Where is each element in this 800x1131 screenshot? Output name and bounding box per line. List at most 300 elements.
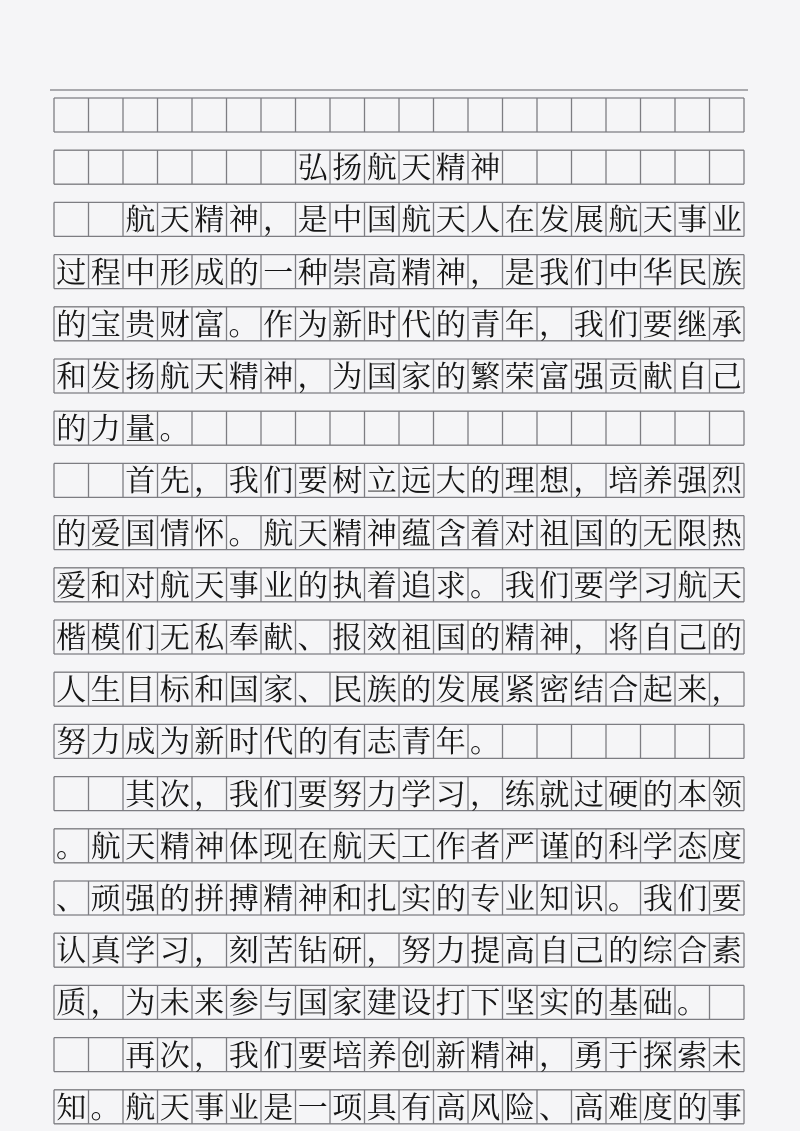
grid-cell: 神	[539, 621, 570, 656]
grid-cell: 和	[332, 882, 363, 917]
grid-cell: 高	[504, 934, 535, 970]
grid-cell: 承	[711, 307, 742, 343]
grid-cell: 过	[56, 255, 87, 291]
grid-cell: 展	[470, 673, 501, 709]
grid-cell: 荣	[504, 360, 535, 395]
text-line	[54, 829, 744, 863]
grid-cell: 国	[366, 203, 397, 239]
grid-cell: 我	[573, 307, 604, 343]
grid-cell	[192, 150, 227, 184]
grid-cell: 一	[263, 255, 294, 291]
grid-cell: 弘	[297, 151, 328, 187]
grid-cell: 为	[159, 725, 190, 761]
text-line	[54, 620, 744, 654]
grid-cell: 成	[194, 255, 225, 291]
grid-cell: ，	[194, 1038, 224, 1074]
grid-cell: 学	[125, 934, 156, 970]
grid-cell: 种	[297, 255, 328, 291]
grid-cell: 创	[401, 1038, 432, 1074]
text-line	[54, 881, 744, 915]
grid-cell: 献	[642, 360, 673, 395]
grid-cell: 紧	[504, 673, 535, 709]
grid-cell: 质	[56, 986, 87, 1022]
grid-cell: 族	[711, 255, 742, 291]
grid-cell: 业	[263, 568, 294, 604]
grid-cell: 是	[263, 1090, 294, 1126]
grid-cell: 结	[573, 673, 604, 709]
grid-cell: 年	[504, 307, 535, 343]
grid-cell	[365, 411, 400, 445]
text-line	[54, 672, 744, 709]
grid-cell: 参	[228, 986, 259, 1022]
grid-cell: 先	[159, 464, 190, 500]
grid-cell: 的	[159, 882, 190, 917]
grid-cell: ，	[539, 1038, 569, 1074]
grid-cell: 天	[125, 829, 156, 865]
grid-cell: 习	[435, 777, 466, 813]
grid-cell: 们	[573, 255, 604, 291]
grid-cell: 的	[470, 621, 501, 656]
grid-cell: 神	[263, 360, 294, 395]
grid-cell	[158, 98, 193, 132]
grid-cell: 。	[56, 829, 86, 865]
grid-cell: 祖	[539, 516, 570, 552]
grid-cell: 们	[677, 882, 708, 917]
grid-cell: 对	[125, 568, 156, 604]
grid-cell: 航	[263, 516, 294, 552]
grid-cell: 热	[711, 516, 742, 552]
grid-cell: 。	[470, 568, 500, 604]
grid-cell: ，	[366, 934, 397, 970]
grid-cell: 险	[504, 1090, 535, 1126]
grid-cell: 新	[435, 1038, 466, 1074]
grid-cell	[192, 98, 227, 132]
grid-cell: 高	[366, 255, 397, 291]
grid-cell	[606, 98, 641, 132]
grid-cell: 态	[677, 829, 708, 865]
grid-cell: 、	[297, 621, 328, 656]
grid-cell: ，	[573, 464, 604, 500]
grid-cell: 来	[677, 673, 708, 709]
grid-cell: 航	[608, 203, 639, 239]
grid-cell	[434, 98, 469, 132]
grid-cell: 神	[194, 829, 225, 865]
grid-cell	[54, 98, 89, 132]
grid-cell: 我	[228, 777, 259, 813]
grid-cell: 坚	[504, 986, 535, 1022]
text-line	[54, 255, 744, 289]
grid-cell: 的	[297, 725, 328, 761]
grid-cell: 楷	[56, 621, 87, 656]
grid-cell: 一	[297, 1090, 328, 1126]
grid-cell	[641, 98, 676, 132]
grid-cell: 己	[711, 360, 742, 395]
grid-cell: 含	[435, 516, 466, 552]
grid-cell: 展	[573, 203, 604, 239]
grid-cell: 航	[125, 1090, 156, 1126]
grid-cell	[572, 150, 607, 184]
grid-cell: 无	[159, 621, 190, 656]
grid-cell: 天	[159, 1090, 190, 1126]
grid-cell: 我	[642, 882, 673, 917]
grid-cell: 作	[263, 307, 294, 343]
grid-cell: 本	[677, 777, 708, 813]
grid-cell: 打	[435, 986, 466, 1022]
grid-cell: 努	[332, 777, 363, 813]
grid-cell: 我	[504, 568, 535, 604]
grid-cell	[123, 98, 158, 132]
grid-cell: 神	[297, 882, 328, 917]
grid-cell: 设	[401, 986, 432, 1022]
grid-cell: 财	[159, 307, 190, 343]
grid-cell	[261, 411, 296, 445]
grid-cell: 航	[159, 568, 190, 604]
grid-cell: 精	[470, 1038, 501, 1074]
grid-cell: 贵	[125, 307, 156, 343]
grid-cell: 真	[90, 934, 121, 970]
grid-cell: 的	[642, 777, 673, 813]
grid-cell: 就	[539, 777, 570, 813]
grid-cell: 业	[711, 203, 742, 239]
grid-cell: 的	[401, 673, 432, 709]
grid-cell: 量	[125, 412, 156, 448]
grid-cell: 精	[504, 621, 535, 656]
grid-cell: 提	[470, 934, 501, 970]
grid-cell	[675, 411, 710, 445]
grid-cell: 搏	[228, 882, 259, 917]
text-line	[54, 1090, 744, 1124]
grid-cell: 神	[366, 516, 397, 552]
grid-cell: 天	[642, 203, 673, 239]
grid-cell: 。	[470, 725, 500, 761]
grid-cell: 研	[332, 934, 363, 970]
grid-cell	[54, 150, 89, 184]
grid-cell: 有	[401, 1090, 432, 1126]
grid-cell: 力	[435, 934, 466, 970]
grid-cell: 知	[56, 1090, 87, 1126]
grid-cell: 无	[642, 516, 673, 552]
grid-cell	[227, 411, 262, 445]
grid-cell: 将	[608, 621, 639, 656]
grid-cell: 习	[642, 568, 673, 604]
text-line	[54, 985, 744, 1022]
grid-cell: 着	[470, 516, 501, 552]
grid-cell: 硬	[608, 777, 639, 813]
grid-cell: 们	[125, 621, 156, 656]
grid-cell: 要	[711, 882, 742, 917]
grid-cell: 风	[470, 1090, 501, 1126]
grid-cell: 其	[125, 777, 156, 813]
grid-cell: 航	[677, 568, 708, 604]
grid-cell: 国	[435, 621, 466, 656]
grid-cell: 神	[435, 255, 466, 291]
grid-cell	[227, 98, 262, 132]
grid-cell	[710, 985, 745, 1019]
grid-cell: 私	[194, 621, 225, 656]
grid-cell	[641, 411, 676, 445]
grid-cell: 未	[711, 1038, 742, 1074]
text-line	[54, 98, 744, 132]
grid-cell	[330, 411, 365, 445]
grid-cell: 专	[470, 882, 501, 917]
grid-cell: 努	[401, 934, 432, 970]
grid-cell: 国	[297, 986, 328, 1022]
grid-cell	[503, 724, 538, 758]
grid-cell: 建	[366, 986, 397, 1022]
grid-cell: 报	[332, 621, 363, 656]
grid-cell: 刻	[228, 934, 259, 970]
text-line	[54, 411, 744, 448]
grid-cell: 的	[470, 464, 501, 500]
grid-cell: 下	[470, 986, 501, 1022]
grid-cell: 神	[228, 203, 259, 239]
grid-cell: ，	[539, 307, 569, 343]
grid-cell: 执	[332, 568, 363, 604]
grid-cell	[192, 411, 227, 445]
grid-cell	[710, 98, 745, 132]
grid-cell	[123, 150, 158, 184]
grid-cell: 的	[56, 412, 87, 448]
grid-cell: 养	[366, 1038, 397, 1074]
grid-cell: 繁	[470, 360, 501, 395]
grid-cell: 和	[90, 568, 121, 604]
grid-cell: 航	[332, 829, 363, 865]
grid-cell: 和	[56, 360, 87, 395]
grid-cell: 学	[608, 568, 639, 604]
grid-cell: 情	[159, 516, 190, 552]
grid-cell	[89, 1038, 124, 1072]
grid-cell: 学	[401, 777, 432, 813]
grid-cell	[572, 411, 607, 445]
grid-cell: 天	[194, 568, 225, 604]
grid-cell: 追	[401, 568, 432, 604]
grid-cell: 模	[90, 621, 121, 656]
grid-cell: 认	[56, 934, 87, 970]
grid-cell: 们	[263, 1038, 294, 1074]
grid-cell: 难	[608, 1090, 639, 1126]
grid-cell: 对	[504, 516, 535, 552]
grid-cell: 理	[504, 464, 535, 500]
grid-cell: 扬	[125, 360, 156, 395]
grid-cell: 综	[642, 934, 673, 970]
grid-cell	[89, 777, 124, 811]
grid-cell: ，	[470, 777, 500, 813]
grid-cell: 的	[435, 360, 466, 395]
grid-cell: 限	[677, 516, 708, 552]
grid-cell: 精	[435, 151, 466, 187]
grid-cell: 我	[539, 255, 570, 291]
grid-cell: 发	[539, 203, 570, 239]
grid-cell: 合	[608, 673, 639, 709]
grid-cell: 发	[90, 360, 121, 395]
grid-cell	[468, 411, 503, 445]
grid-cell: 具	[366, 1090, 397, 1126]
grid-cell: 们	[608, 307, 639, 343]
grid-cell: 国	[125, 516, 156, 552]
grid-cell	[261, 98, 296, 132]
grid-cell: 、	[539, 1090, 569, 1126]
grid-cell: 天	[711, 568, 742, 604]
grid-cell: 代	[401, 307, 432, 343]
grid-cell: 强	[573, 360, 604, 395]
text-line	[54, 359, 744, 393]
title-row	[54, 150, 744, 187]
grid-cell: 高	[435, 1090, 466, 1126]
grid-cell	[296, 98, 331, 132]
grid-cell	[606, 724, 641, 758]
grid-cell	[641, 724, 676, 758]
grid-cell: 扎	[366, 882, 397, 917]
grid-cell: 业	[228, 1090, 259, 1126]
grid-cell: 于	[608, 1038, 639, 1074]
grid-cell: 国	[228, 673, 259, 709]
grid-cell: 过	[573, 777, 604, 813]
grid-cell: 和	[194, 673, 225, 709]
grid-cell: 天	[297, 516, 328, 552]
grid-cell	[572, 98, 607, 132]
grid-cell: 大	[435, 464, 466, 500]
grid-cell: 工	[401, 829, 432, 865]
grid-cell	[641, 150, 676, 184]
grid-cell: 民	[677, 255, 708, 291]
grid-cell	[710, 724, 745, 758]
grid-cell: 者	[470, 829, 501, 865]
text-line	[54, 933, 744, 970]
grid-cell: 我	[228, 464, 259, 500]
grid-cell: ，	[470, 255, 500, 291]
grid-cell: 苦	[263, 934, 294, 970]
grid-cell: 事	[711, 1090, 742, 1126]
grid-cell: 航	[401, 203, 432, 239]
grid-cell: ，	[263, 203, 293, 239]
grid-cell: 力	[90, 412, 121, 448]
grid-cell	[399, 411, 434, 445]
grid-cell: 富	[194, 307, 225, 343]
grid-cell	[710, 150, 745, 184]
grid-cell: 的	[56, 516, 87, 552]
grid-cell: 密	[539, 673, 570, 709]
grid-cell: 青	[401, 725, 432, 761]
grid-cell: 族	[366, 673, 397, 709]
grid-cell	[54, 777, 89, 811]
grid-cell	[572, 724, 607, 758]
grid-cell: 探	[642, 1038, 673, 1074]
grid-cell	[468, 98, 503, 132]
grid-cell	[606, 411, 641, 445]
grid-cell: 努	[56, 725, 87, 761]
grid-cell: 的	[711, 621, 742, 656]
grid-cell	[330, 98, 365, 132]
grid-cell: 为	[297, 307, 328, 343]
grid-cell: 。	[228, 516, 259, 552]
grid-cell	[296, 411, 331, 445]
grid-cell: 来	[194, 986, 225, 1022]
grid-cell: 扬	[332, 151, 363, 187]
grid-cell: 天	[435, 203, 466, 239]
grid-cell: 勇	[573, 1038, 604, 1074]
grid-cell: 天	[194, 360, 225, 395]
grid-cell: 要	[297, 777, 328, 813]
grid-cell: 在	[297, 829, 328, 865]
grid-cell: 新	[332, 307, 363, 343]
grid-cell	[261, 150, 296, 184]
grid-cell	[675, 724, 710, 758]
grid-cell: 力	[366, 777, 397, 813]
grid-cell: 培	[332, 1038, 363, 1074]
grid-cell: 航	[159, 360, 190, 395]
grid-cell: 拼	[194, 882, 225, 917]
grid-cell: 代	[263, 725, 294, 761]
grid-cell: 家	[401, 360, 432, 395]
grid-cell: 精	[228, 360, 259, 395]
grid-cell	[503, 98, 538, 132]
grid-cell: 度	[642, 1090, 673, 1126]
grid-cell: 首	[125, 464, 156, 500]
grid-cell: 天	[401, 151, 432, 187]
grid-cell: 实	[539, 986, 570, 1022]
grid-cell: 有	[332, 725, 363, 761]
grid-cell: 天	[366, 829, 397, 865]
grid-cell: 神	[470, 151, 501, 187]
grid-cell	[606, 150, 641, 184]
grid-cell	[365, 98, 400, 132]
grid-cell: 精	[332, 516, 363, 552]
grid-cell: 己	[573, 934, 604, 970]
grid-cell: 目	[125, 673, 156, 709]
grid-cell: 崇	[332, 255, 363, 291]
text-line	[54, 516, 744, 550]
grid-cell	[227, 150, 262, 184]
grid-cell	[503, 150, 538, 184]
grid-cell: 。	[228, 307, 259, 343]
grid-cell: 、	[297, 673, 328, 709]
grid-cell: 养	[642, 464, 673, 500]
grid-cell: 次	[159, 777, 190, 813]
grid-cell: 航	[125, 203, 156, 239]
text-line	[54, 568, 744, 602]
grid-cell: 着	[366, 568, 397, 604]
grid-cell: 家	[263, 673, 294, 709]
grid-cell	[54, 202, 89, 236]
grid-cell: 们	[263, 777, 294, 813]
grid-cell: 次	[159, 1038, 190, 1074]
grid-cell: ，	[297, 360, 328, 395]
grid-cell: 的	[677, 1090, 708, 1126]
grid-cell	[54, 463, 89, 497]
grid-cell: 的	[573, 986, 604, 1022]
grid-cell: 烈	[711, 464, 742, 500]
grid-cell: 年	[435, 725, 466, 761]
grid-cell: 人	[56, 673, 87, 709]
grid-cell: 航	[90, 829, 121, 865]
grid-cell: 想	[539, 464, 570, 500]
grid-cell: 人	[470, 203, 501, 239]
grid-cell	[537, 724, 572, 758]
text-line	[54, 1038, 744, 1072]
grid-cell: 实	[401, 882, 432, 917]
grid-cell: 中	[332, 203, 363, 239]
grid-cell: 中	[125, 255, 156, 291]
grid-cell: 体	[228, 829, 259, 865]
grid-cell: 要	[642, 307, 673, 343]
grid-cell: 华	[642, 255, 673, 291]
grid-cell	[89, 98, 124, 132]
grid-cell: 业	[504, 882, 535, 917]
grid-cell: 学	[642, 829, 673, 865]
grid-cell: 生	[90, 673, 121, 709]
grid-cell: 精	[263, 882, 294, 917]
grid-cell: 未	[159, 986, 190, 1022]
